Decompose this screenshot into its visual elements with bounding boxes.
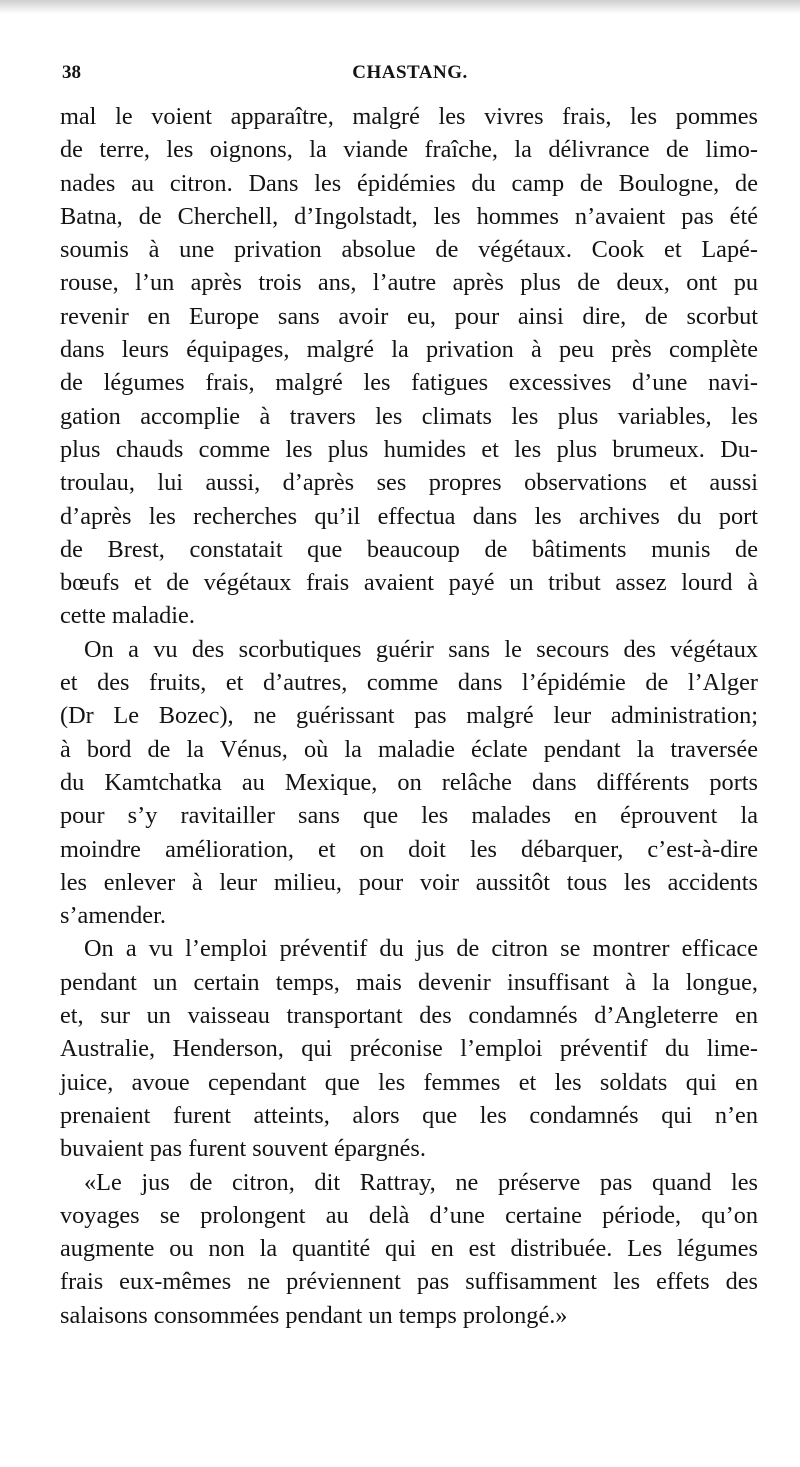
text-line: d’après les recherches qu’il effectua dans les archives du port	[60, 502, 758, 530]
text-line: à bord de la Vénus, où la maladie éclate pendant la traversée	[60, 735, 758, 763]
text-line: juice, avoue cependant que les femmes et les soldats qui en	[60, 1068, 758, 1096]
paragraph-1	[60, 100, 758, 633]
text-line: salaisons consommées pendant un temps prolongé.»	[60, 1301, 568, 1329]
page-header	[62, 62, 758, 92]
text-line: troulau, lui aussi, d’après ses propres observations et aussi	[60, 469, 758, 497]
text-line: cette maladie.	[60, 602, 195, 630]
text-line: On a vu l’emploi préventif du jus de citron se montrer efficace	[84, 935, 758, 963]
body-text	[60, 100, 758, 1332]
text-line: et des fruits, et d’autres, comme dans l’épidémie de l’Alger	[60, 669, 758, 697]
text-line: (Dr Le Bozec), ne guérissant pas malgré leur administration;	[60, 702, 758, 730]
page-number: 38	[62, 62, 81, 83]
text-line: voyages se prolongent au delà d’une certaine période, qu’on	[60, 1201, 758, 1229]
text-line: gation accomplie à travers les climats les plus variables, les	[60, 402, 758, 430]
text-line: prenaient furent atteints, alors que les condamnés qui n’en	[60, 1101, 758, 1129]
text-line: de Brest, constatait que beaucoup de bâtiments munis de	[60, 535, 758, 563]
running-head: CHASTANG.	[352, 62, 468, 83]
text-line: plus chauds comme les plus humides et les plus brumeux. Du-	[60, 435, 758, 463]
text-line: Batna, de Cherchell, d’Ingolstadt, les hommes n’avaient pas été	[60, 202, 758, 230]
text-line: «Le jus de citron, dit Rattray, ne préserve pas quand les	[84, 1168, 758, 1196]
paragraph-2	[60, 633, 758, 933]
text-line: pendant un certain temps, mais devenir insuffisant à la longue,	[60, 968, 758, 996]
text-line: soumis à une privation absolue de végétaux. Cook et Lapé-	[60, 236, 758, 264]
text-line: moindre amélioration, et on doit les débarquer, c’est-à-dire	[60, 835, 758, 863]
text-line: On a vu des scorbutiques guérir sans le secours des végétaux	[84, 635, 758, 663]
paragraph-4	[60, 1166, 758, 1332]
scan-top-edge	[0, 0, 800, 14]
text-line: les enlever à leur milieu, pour voir aussitôt tous les accidents	[60, 868, 758, 896]
text-line: de terre, les oignons, la viande fraîche, la délivrance de limo-	[60, 136, 758, 164]
paragraph-3	[60, 932, 758, 1165]
text-line: revenir en Europe sans avoir eu, pour ainsi dire, de scorbut	[60, 302, 758, 330]
text-line: frais eux-mêmes ne préviennent pas suffisamment les effets des	[60, 1268, 758, 1296]
text-line: buvaient pas furent souvent épargnés.	[60, 1135, 426, 1163]
text-line: et, sur un vaisseau transportant des condamnés d’Angleterre en	[60, 1002, 758, 1030]
text-line: Australie, Henderson, qui préconise l’emploi préventif du lime-	[60, 1035, 758, 1063]
text-line: bœufs et de végétaux frais avaient payé un tribut assez lourd à	[60, 569, 758, 597]
text-line: s’amender.	[60, 902, 166, 930]
text-line: mal le voient apparaître, malgré les vivres frais, les pommes	[60, 103, 758, 130]
text-line: augmente ou non la quantité qui en est distribuée. Les légumes	[60, 1235, 758, 1263]
text-line: du Kamtchatka au Mexique, on relâche dans différents ports	[60, 768, 758, 796]
text-line: rouse, l’un après trois ans, l’autre après plus de deux, ont pu	[60, 269, 758, 297]
text-line: pour s’y ravitailler sans que les malades en éprouvent la	[60, 802, 758, 830]
text-line: de légumes frais, malgré les fatigues excessives d’une navi-	[60, 369, 758, 397]
text-line: dans leurs équipages, malgré la privation à peu près complète	[60, 336, 758, 364]
text-line: nades au citron. Dans les épidémies du camp de Boulogne, de	[60, 169, 758, 197]
